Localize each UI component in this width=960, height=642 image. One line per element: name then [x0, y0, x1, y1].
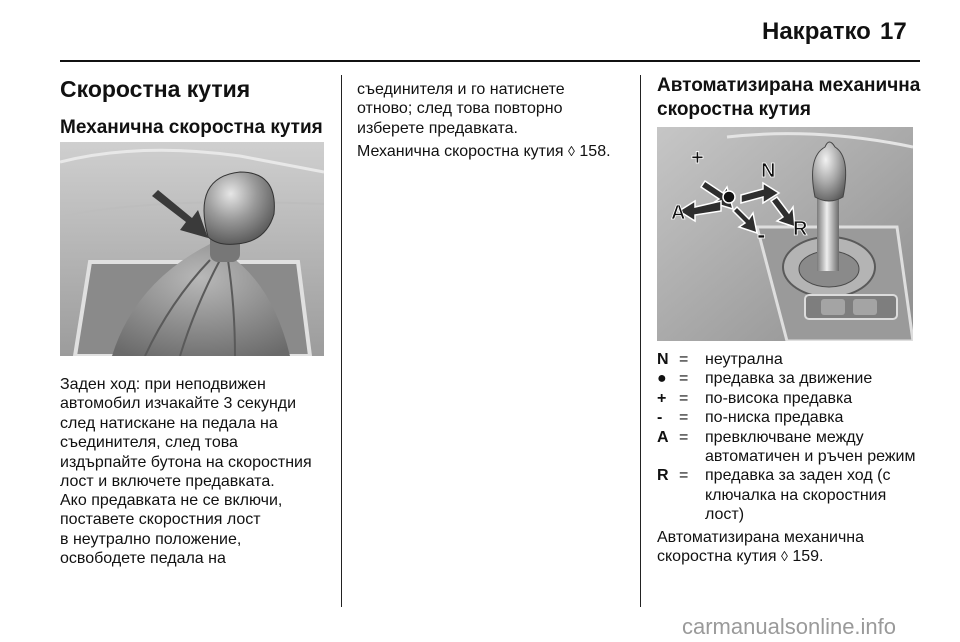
legend-text: предавка за движение: [705, 370, 873, 388]
manual-gearbox-reference: [357, 142, 611, 161]
section-title: Скоростна кутия: [60, 76, 251, 102]
watermark: carmanualsonline.info: [682, 614, 897, 639]
manual-gearbox-illustration: [60, 142, 324, 356]
header-rule: [60, 60, 920, 62]
page-number: 17: [880, 18, 907, 45]
reference-page: 159.: [792, 548, 824, 566]
legend-equals: =: [679, 351, 689, 368]
legend-equals: =: [679, 389, 689, 407]
legend-text: по-висока предавка: [705, 389, 853, 407]
legend-equals: =: [679, 428, 689, 446]
text-line: поставете скоростния лост: [60, 511, 261, 529]
legend-row: [657, 408, 927, 427]
minus-label: -: [757, 219, 766, 249]
text-line: Ако предавката не се включи,: [60, 492, 283, 509]
legend-equals: =: [679, 409, 689, 427]
title-line: скоростна кутия: [657, 99, 811, 120]
legend-symbol: +: [657, 389, 667, 407]
legend-row: [657, 389, 927, 408]
text-line: изберете предавката.: [357, 119, 518, 137]
column-separator-1: [341, 75, 342, 607]
legend-symbol: R: [657, 467, 669, 485]
legend-text: превключване между: [705, 428, 864, 446]
legend-text: ключалка на скоростния: [705, 486, 887, 504]
text-line: Заден ход: при неподвижен: [60, 376, 266, 393]
legend-text: автоматичен и ръчен режим: [705, 448, 916, 466]
running-header-title: Накратко: [762, 18, 871, 45]
plus-label: +: [691, 145, 704, 170]
text-line: лост и включете предавката.: [60, 473, 275, 491]
legend-symbol: -: [657, 409, 663, 427]
legend-symbol: ●: [657, 370, 667, 388]
shift-pattern-legend: [657, 350, 927, 525]
page-reference-icon: ◊: [568, 143, 575, 159]
legend-equals: =: [679, 370, 689, 388]
column-separator-2: [640, 75, 641, 607]
legend-row: [657, 369, 927, 388]
r-label: R: [793, 218, 808, 240]
legend-equals: =: [679, 467, 689, 485]
title-line: Автоматизирана механична: [657, 75, 921, 96]
reference-text: Автоматизирана механична: [657, 529, 865, 546]
legend-row: [657, 350, 927, 369]
legend-text: неутрална: [705, 351, 783, 368]
text-line: автомобил изчакайте 3 секунди: [60, 395, 297, 413]
reference-text: скоростна кутия: [657, 548, 777, 566]
legend-text: по-ниска предавка: [705, 409, 844, 427]
n-label: N: [761, 160, 776, 182]
text-line: след натискане на педала на: [60, 414, 278, 432]
text-line: съединителя, след това: [60, 434, 238, 452]
text-line: съединителя и го натиснете: [357, 81, 565, 98]
reference-text: Механична скоростна кутия: [357, 143, 564, 160]
gear-not-engaging-instructions: [60, 491, 282, 569]
text-line: отново; след това повторно: [357, 100, 563, 118]
legend-row: [657, 466, 927, 524]
subsection-title-automated: [657, 74, 920, 122]
continued-instructions: [357, 80, 565, 138]
reverse-gear-instructions: [60, 375, 312, 491]
subsection-title-manual: Механична скоростна кутия: [60, 117, 323, 138]
legend-row: [657, 428, 927, 467]
reference-page: 158.: [579, 143, 611, 160]
legend-text: лост): [705, 506, 745, 524]
page-reference-icon: ◊: [780, 548, 788, 565]
text-line: издърпайте бутона на скоростния: [60, 453, 312, 471]
automated-gearbox-illustration: [657, 127, 913, 341]
legend-text: предавка за заден ход (с: [705, 467, 891, 485]
legend-symbol: N: [657, 351, 669, 368]
legend-symbol: A: [657, 428, 669, 446]
a-label: A: [671, 202, 686, 224]
text-line: освободете педала на: [60, 550, 226, 568]
text-line: в неутрално положение,: [60, 530, 242, 548]
automated-gearbox-reference: [657, 528, 864, 567]
